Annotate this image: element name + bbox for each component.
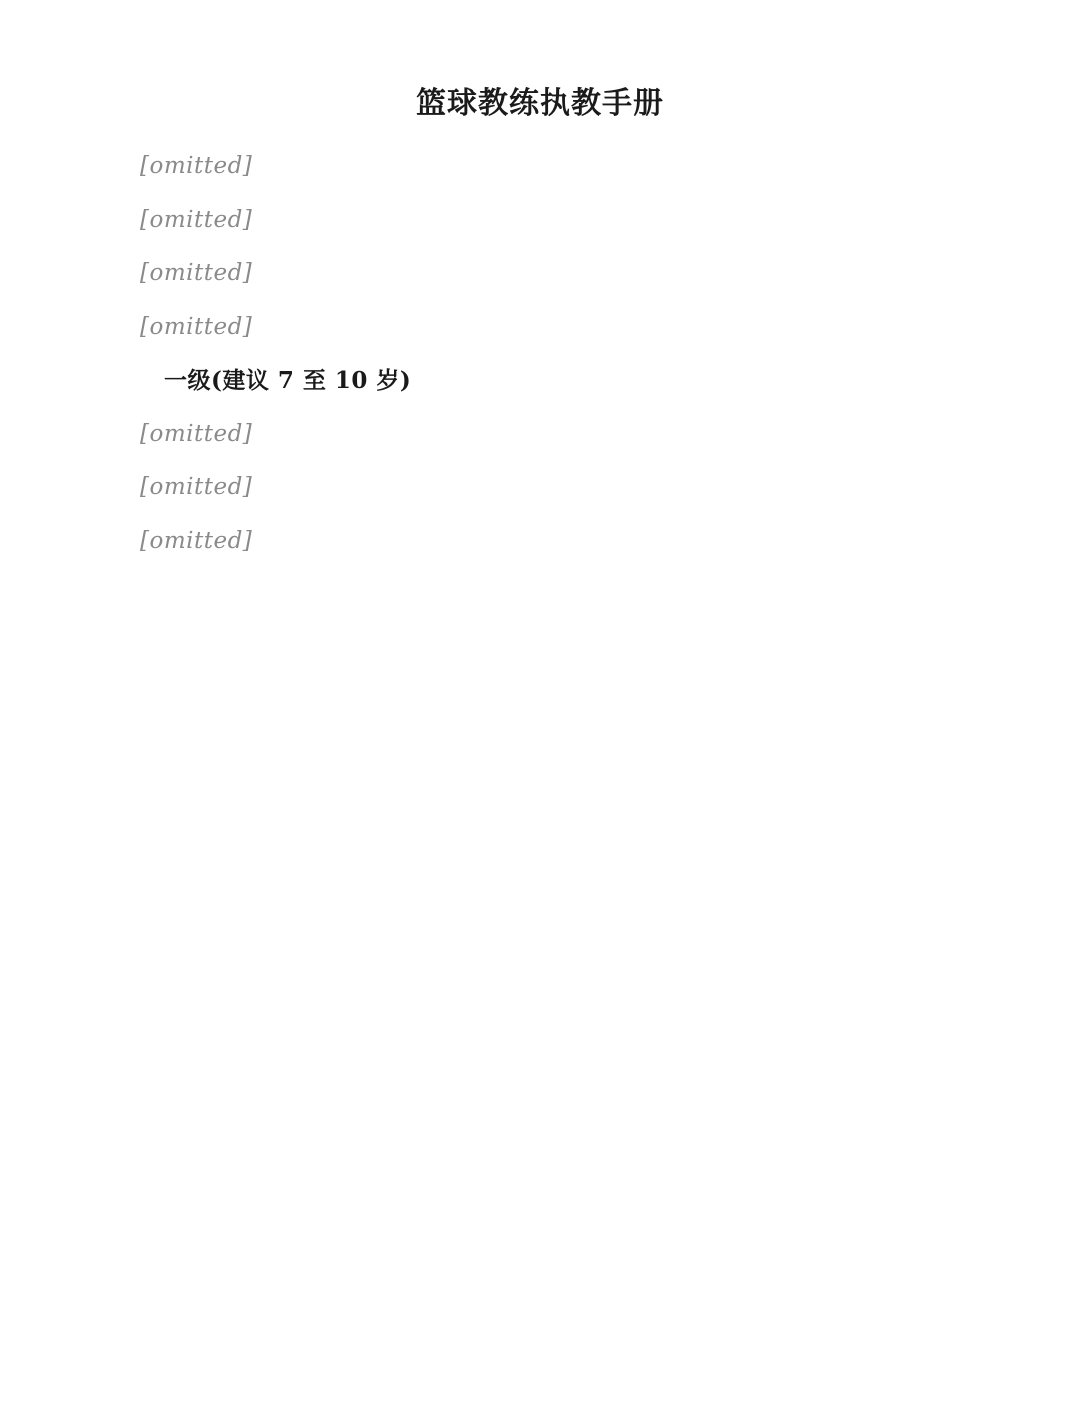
section-paragraph: [omitted] xyxy=(140,474,253,500)
section-paragraph: [omitted] xyxy=(140,527,253,554)
section-paragraph: [omitted] xyxy=(140,420,253,447)
body-paragraph: [omitted] xyxy=(140,153,253,179)
body-paragraph: [omitted] xyxy=(140,206,253,233)
body-paragraph: [omitted] xyxy=(140,313,253,340)
section-heading: 一级(建议 7 至 10 岁) xyxy=(164,367,412,394)
body-paragraph: [omitted] xyxy=(140,260,253,286)
document-body xyxy=(94,140,990,568)
document-title: 篮球教练执教手册 xyxy=(416,86,664,121)
